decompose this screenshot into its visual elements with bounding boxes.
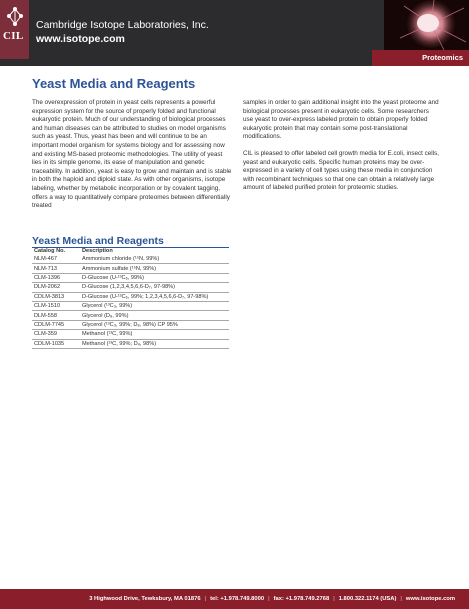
body-paragraph: The overexpression of protein in yeast cells represents a powerful expression system for the source of properly folded and functional eukaryotic protein. Much of our understanding of biological processes and human diseases can be attributed to studies on model organisms such as yeast. Thus, yeast has been and will continue to be an important model organism for systems biology and for assessing now and existing MS-based proteomic methodologies. The utility of yeast lies in its simple genome, its ease of manipulation and genetic traceability. In addition, yeast is easy to grow and maintain and is stable in both the haploid and diploid state. As with other organisms, isotope labeling, whether by metabolic incorporation or by covalent tagging, offers a way to quantitatively compare proteomes between differentially treated	[32, 99, 232, 210]
product-description: D-Glucose (1,2,3,4,5,6,6-D₇, 97-98%)	[80, 283, 229, 292]
category-band	[372, 50, 469, 66]
product-description: Methanol (¹³C, 99%)	[80, 330, 229, 339]
catalog-number: CLM-1510	[32, 301, 80, 310]
header-banner	[0, 0, 469, 66]
footer-fax: fax: +1.978.749.2768	[273, 596, 330, 602]
product-description: Methanol (¹³C, 99%; D₄, 98%)	[80, 339, 229, 348]
footer-separator: |	[204, 596, 207, 602]
catalog-number: CLM-1396	[32, 273, 80, 282]
reagents-table	[32, 247, 229, 349]
company-url[interactable]: www.isotope.com	[36, 33, 125, 45]
table-row	[32, 311, 229, 320]
product-description: D-Glucose (U-¹³C₆, 99%; 1,2,3,4,5,6,6-D₇, 97-98%)	[80, 292, 229, 301]
body-paragraph: CIL is pleased to offer labeled cell growth media for E.coli, insect cells, yeast and eukaryotic cells. Specific human proteins may be over-expressed in a variety of cell types using these media in conjunction with recombinant techniques so that one can obtain a relatively large amount of labeled purified protein for proteomic studies.	[243, 149, 439, 192]
footer-bar	[0, 589, 469, 609]
table-row	[32, 301, 229, 310]
cell-micrograph-image	[384, 0, 469, 50]
product-description: Glycerol (D₈, 99%)	[80, 311, 229, 320]
product-description: D-Glucose (U-¹³C₆, 99%)	[80, 273, 229, 282]
table-row	[32, 330, 229, 339]
company-name: Cambridge Isotope Laboratories, Inc.	[36, 19, 209, 31]
product-description: Ammonium sulfate (¹⁵N, 99%)	[80, 264, 229, 273]
column-header-catalog: Catalog No.	[34, 248, 66, 254]
product-description: Ammonium chloride (¹⁵N, 99%)	[80, 255, 229, 264]
logo-text: CIL	[3, 30, 24, 42]
footer-website[interactable]: www.isotope.com	[405, 596, 455, 602]
body-paragraph: samples in order to gain additional insight into the yeast proteome and biological processes present in eukaryotic cells. Some researchers use yeast to over-express labeled protein to obtain properly folded eukaryotic protein that may contain some post-translational modifications.	[243, 99, 439, 141]
table-header-row	[32, 247, 229, 255]
catalog-number: NLM-713	[32, 264, 80, 273]
company-logo	[0, 0, 29, 59]
catalog-number: DLM-558	[32, 311, 80, 320]
product-description: Glycerol (¹³C₃, 99%)	[80, 301, 229, 310]
body-column-right	[243, 99, 439, 201]
molecule-logo-icon	[5, 6, 25, 28]
catalog-number: CDLM-7745	[32, 320, 80, 329]
category-label: Proteomics	[422, 53, 463, 62]
footer-separator: |	[333, 596, 335, 602]
table-row	[32, 273, 229, 282]
catalog-number: NLM-467	[32, 255, 80, 264]
table-title: Yeast Media and Reagents	[32, 235, 164, 247]
table-row	[32, 255, 229, 264]
product-description: Glycerol (¹³C₃, 99%; D₈, 98%) CP 95%	[80, 320, 229, 329]
footer-address: 3 Highwood Drive, Tewksbury, MA 01876	[89, 596, 201, 602]
body-column-left	[32, 99, 232, 219]
column-header-description: Description	[82, 248, 113, 254]
page-title: Yeast Media and Reagents	[32, 76, 196, 91]
catalog-number: DLM-2062	[32, 283, 80, 292]
footer-separator: |	[400, 596, 402, 602]
table-row	[32, 320, 229, 329]
footer-tel: tel: +1.978.749.8000	[210, 596, 265, 602]
catalog-number: CDLM-3813	[32, 292, 80, 301]
table-row	[32, 283, 229, 292]
table-row	[32, 264, 229, 273]
table-row	[32, 292, 229, 301]
footer-phone-usa: 1.800.322.1174 (USA)	[338, 596, 397, 602]
catalog-number: CLM-359	[32, 330, 80, 339]
catalog-number: CDLM-1035	[32, 339, 80, 348]
footer-separator: |	[268, 596, 270, 602]
table-row	[32, 339, 229, 348]
